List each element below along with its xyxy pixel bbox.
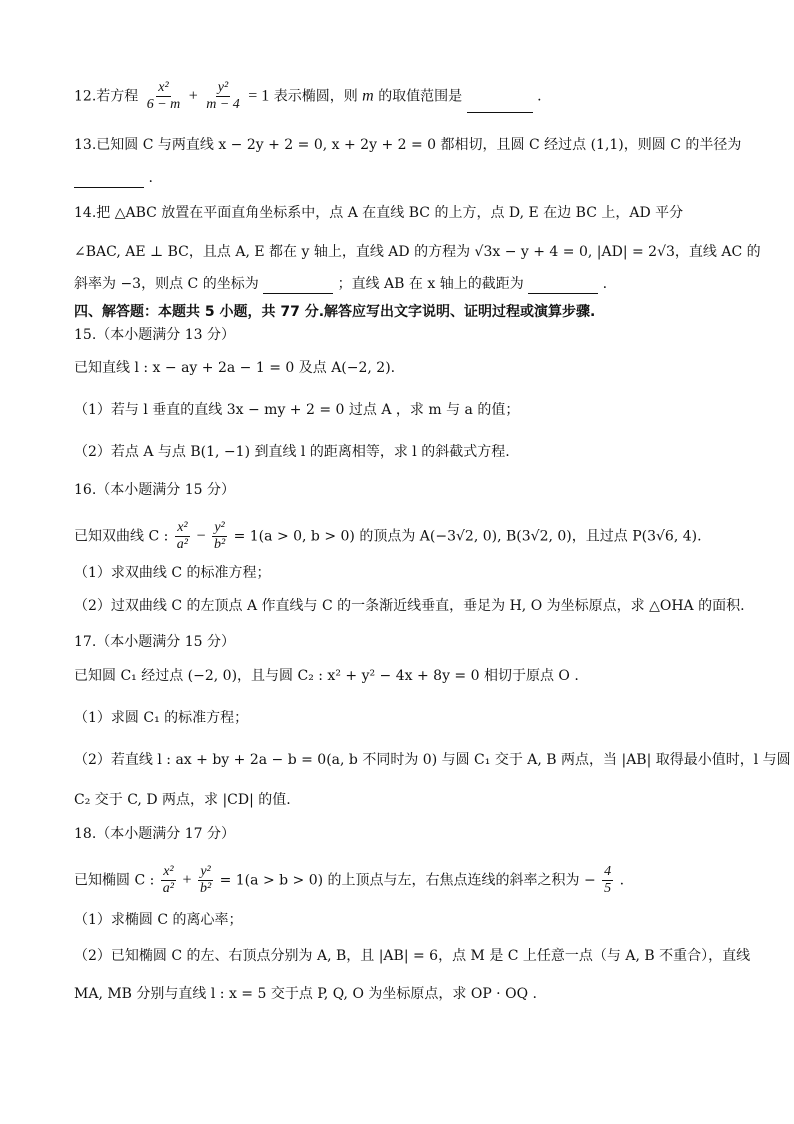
q12-fraction-2: [204, 80, 242, 113]
question-13-line-1: 13.已知圆 C 与两直线 x − 2y + 2 = 0, x + 2y + 2 = 0 都相切，且圆 C 经过点 (1,1)，则圆 C 的半径为: [74, 137, 742, 153]
question-18-part-2b: MA, MB 分别与直线 l : x = 5 交于点 P, Q, O 为坐标原点，求 OP · OQ .: [74, 986, 537, 1002]
q12-frac1-denominator: 6 − m: [146, 97, 181, 112]
question-15-stem: 已知直线 l : x − ay + 2a − 1 = 0 及点 A(−2, 2).: [74, 360, 396, 376]
question-18-header: 18.（本小题满分 17 分）: [74, 826, 235, 842]
question-18-part-1: （1）求椭圆 C 的离心率；: [74, 912, 243, 928]
question-17-part-1: （1）求圆 C₁ 的标准方程；: [74, 710, 249, 726]
question-15-part-1: （1）若与 l 垂直的直线 3x − my + 2 = 0 过点 A ，求 m 与 a 的值；: [74, 402, 520, 418]
q18-frac2-denominator: b²: [199, 881, 212, 896]
q12-plus: +: [188, 87, 198, 105]
q16-frac1-denominator: a²: [176, 537, 188, 552]
q12-end: .: [537, 88, 542, 105]
q12-var: m: [362, 87, 374, 105]
q16-minus: −: [196, 527, 206, 545]
q12-frac2-numerator: y²: [217, 80, 229, 95]
q18-frac3-denominator: 5: [604, 881, 612, 896]
question-15-header: 15.（本小题满分 13 分）: [74, 327, 235, 343]
q12-frac2-denominator: m − 4: [206, 97, 240, 112]
q18-fraction-2: [198, 864, 213, 897]
question-17-header: 17.（本小题满分 15 分）: [74, 634, 235, 650]
q12-lead: 12.若方程: [74, 88, 139, 105]
q12-equals: = 1: [248, 87, 270, 105]
question-14-line-2: ∠BAC, AE ⊥ BC，且点 A, E 都在 y 轴上，直线 AD 的方程为 √3x − y + 4 = 0, |AD| = 2√3，直线 AC 的: [74, 244, 761, 260]
q18-stem-b: = 1(a > b > 0) 的上顶点与左，右焦点连线的斜率之积为 −: [219, 872, 596, 889]
question-16-header: 16.（本小题满分 15 分）: [74, 482, 235, 498]
q12-frac1-numerator: x²: [158, 80, 169, 95]
q18-frac3-numerator: 4: [604, 864, 612, 879]
q16-stem-b: = 1(a > 0, b > 0) 的顶点为 A(−3√2, 0), B(3√2, 0)，且过点 P(3√6, 4).: [233, 528, 702, 545]
q16-frac2-denominator: b²: [213, 537, 226, 552]
question-18-part-2a: （2）已知椭圆 C 的左、右顶点分别为 A, B，且 |AB| = 6，点 M 是 C 上任意一点（与 A, B 不重合），直线: [74, 948, 751, 964]
q12-answer-blank[interactable]: [467, 98, 533, 113]
q18-frac1-denominator: a²: [162, 881, 174, 896]
section-4-heading: 四、解答题：本题共 5 小题，共 77 分.解答应写出文字说明、证明过程或演算步骤.: [74, 304, 596, 320]
q18-frac2-numerator: y²: [200, 864, 211, 879]
q18-fraction-1: [161, 864, 176, 897]
q14-answer-blank-1[interactable]: [263, 279, 333, 294]
q16-fraction-2: [212, 520, 227, 553]
q14-answer-blank-2[interactable]: [528, 279, 598, 294]
question-16-stem: [74, 520, 702, 553]
q18-frac1-numerator: x²: [163, 864, 174, 879]
q13-answer-blank[interactable]: [74, 173, 144, 188]
question-14-line-3: [74, 274, 607, 294]
question-14-line-1: 14.把 △ABC 放置在平面直角坐标系中，点 A 在直线 BC 的上方，点 D, E 在边 BC 上，AD 平分: [74, 205, 684, 221]
q12-mid: 表示椭圆，则: [273, 88, 358, 105]
question-12: [74, 80, 542, 113]
q18-plus: +: [182, 871, 192, 889]
q12-tail: 的取值范围是: [378, 88, 463, 105]
question-13-line-2: [74, 168, 153, 188]
question-15-part-2: （2）若点 A 与点 B(1, −1) 到直线 l 的距离相等，求 l 的斜截式方程.: [74, 444, 510, 460]
q14-line3-b: ；直线 AB 在 x 轴上的截距为: [337, 276, 524, 292]
q18-stem-a: 已知椭圆 C :: [74, 872, 155, 889]
q14-line3-a: 斜率为 −3，则点 C 的坐标为: [74, 276, 259, 292]
q16-stem-a: 已知双曲线 C :: [74, 528, 169, 545]
q14-end: .: [602, 276, 608, 292]
question-17-part-2a: （2）若直线 l : ax + by + 2a − b = 0(a, b 不同时为 0) 与圆 C₁ 交于 A, B 两点，当 |AB| 取得最小值时，l 与圆: [74, 752, 791, 768]
q13-end: .: [148, 170, 153, 186]
question-16-part-1: （1）求双曲线 C 的标准方程；: [74, 565, 271, 581]
q18-fraction-3: [602, 864, 613, 897]
q16-fraction-1: [175, 520, 190, 553]
q16-frac1-numerator: x²: [177, 520, 188, 535]
question-17-part-2b: C₂ 交于 C, D 两点，求 |CD| 的值.: [74, 792, 291, 808]
q12-fraction-1: [145, 80, 183, 113]
question-17-stem: 已知圆 C₁ 经过点 (−2, 0)，且与圆 C₂ : x² + y² − 4x + 8y = 0 相切于原点 O .: [74, 668, 579, 684]
q16-frac2-numerator: y²: [214, 520, 225, 535]
question-16-part-2: （2）过双曲线 C 的左顶点 A 作直线与 C 的一条渐近线垂直，垂足为 H, O 为坐标原点，求 △OHA 的面积.: [74, 598, 745, 614]
q18-stem-end: .: [619, 872, 625, 889]
question-18-stem: [74, 864, 624, 897]
